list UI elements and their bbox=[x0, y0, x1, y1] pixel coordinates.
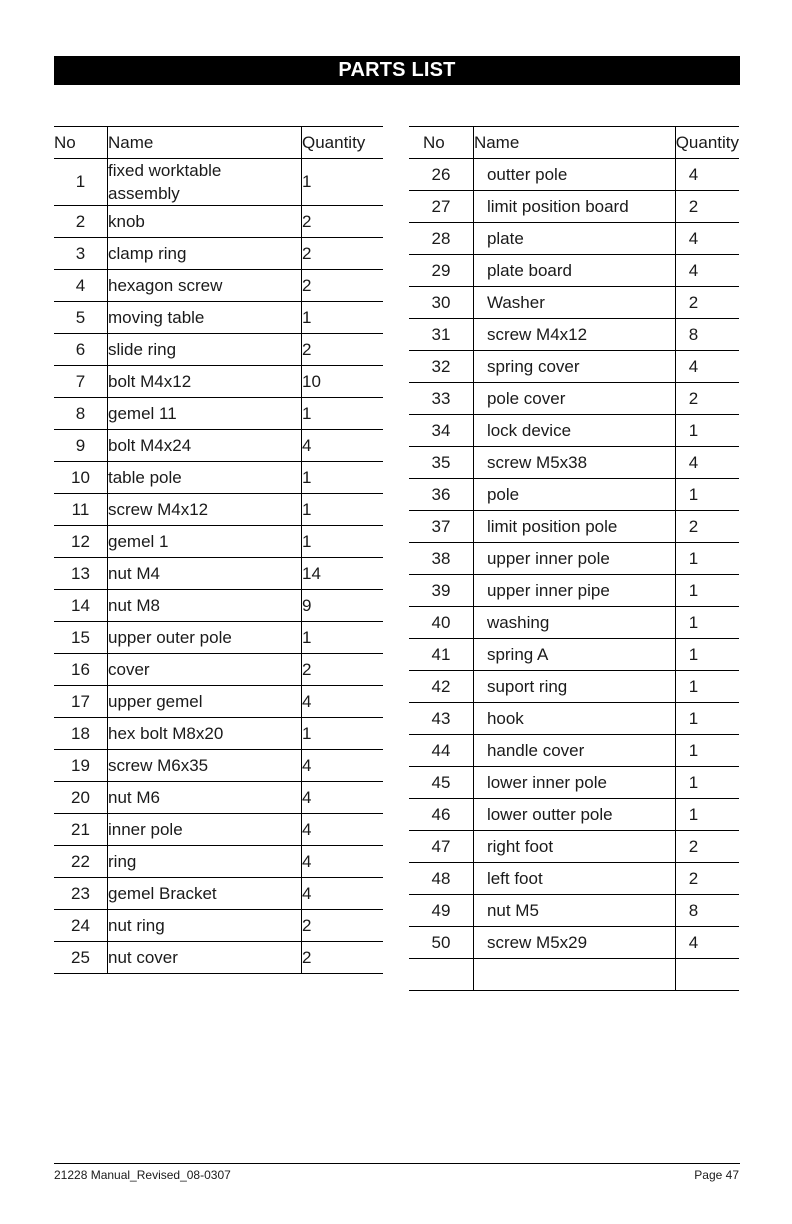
part-name-cell: spring cover bbox=[473, 351, 675, 383]
table-row bbox=[54, 590, 383, 622]
part-number-cell: 48 bbox=[409, 863, 473, 895]
column-header-quantity: Quantity bbox=[675, 127, 739, 159]
part-quantity-cell: 14 bbox=[302, 558, 384, 590]
part-name-cell: upper gemel bbox=[108, 686, 302, 718]
part-quantity-cell: 9 bbox=[302, 590, 384, 622]
part-quantity-cell: 4 bbox=[302, 750, 384, 782]
table-row bbox=[409, 959, 739, 991]
part-number-cell: 37 bbox=[409, 511, 473, 543]
part-quantity-cell: 1 bbox=[302, 398, 384, 430]
part-quantity-cell: 1 bbox=[675, 607, 739, 639]
part-number-cell: 25 bbox=[54, 942, 108, 974]
part-quantity-cell: 4 bbox=[302, 782, 384, 814]
part-quantity-cell: 4 bbox=[302, 846, 384, 878]
table-row bbox=[54, 270, 383, 302]
column-header-no: No bbox=[409, 127, 473, 159]
part-quantity-cell: 2 bbox=[675, 511, 739, 543]
part-quantity-cell: 4 bbox=[302, 814, 384, 846]
part-number-cell: 42 bbox=[409, 671, 473, 703]
table-row bbox=[54, 686, 383, 718]
column-header-quantity: Quantity bbox=[302, 127, 384, 159]
part-number-cell: 31 bbox=[409, 319, 473, 351]
part-number-cell: 14 bbox=[54, 590, 108, 622]
part-name-cell: right foot bbox=[473, 831, 675, 863]
table-row bbox=[54, 526, 383, 558]
part-name-cell: upper inner pole bbox=[473, 543, 675, 575]
table-row bbox=[54, 462, 383, 494]
part-quantity-cell: 2 bbox=[302, 238, 384, 270]
table-row bbox=[409, 927, 739, 959]
part-number-cell: 44 bbox=[409, 735, 473, 767]
part-number-cell: 45 bbox=[409, 767, 473, 799]
part-name-cell: plate board bbox=[473, 255, 675, 287]
table-row bbox=[54, 910, 383, 942]
part-number-cell: 41 bbox=[409, 639, 473, 671]
part-quantity-cell: 4 bbox=[302, 878, 384, 910]
part-number-cell: 24 bbox=[54, 910, 108, 942]
part-name-cell: clamp ring bbox=[108, 238, 302, 270]
table-row bbox=[54, 334, 383, 366]
column-header-name: Name bbox=[473, 127, 675, 159]
part-quantity-cell: 4 bbox=[675, 447, 739, 479]
table-row bbox=[54, 206, 383, 238]
part-quantity-cell: 2 bbox=[675, 191, 739, 223]
part-name-cell: nut M5 bbox=[473, 895, 675, 927]
part-quantity-cell: 2 bbox=[302, 206, 384, 238]
table-row bbox=[409, 191, 739, 223]
footer-document-id: 21228 Manual_Revised_08-0307 bbox=[54, 1168, 231, 1182]
part-number-cell: 4 bbox=[54, 270, 108, 302]
part-quantity-cell: 1 bbox=[675, 415, 739, 447]
part-name-cell: upper outer pole bbox=[108, 622, 302, 654]
part-name-cell: nut ring bbox=[108, 910, 302, 942]
part-name-cell: limit position pole bbox=[473, 511, 675, 543]
part-name-cell: lower outter pole bbox=[473, 799, 675, 831]
part-name-cell: ring bbox=[108, 846, 302, 878]
part-name-cell: lower inner pole bbox=[473, 767, 675, 799]
part-quantity-cell: 2 bbox=[302, 334, 384, 366]
part-number-cell: 11 bbox=[54, 494, 108, 526]
part-name-cell: fixed worktable assembly bbox=[108, 159, 302, 206]
table-row bbox=[409, 479, 739, 511]
table-row bbox=[409, 255, 739, 287]
part-number-cell: 49 bbox=[409, 895, 473, 927]
page-title: PARTS LIST bbox=[54, 56, 740, 85]
part-number-cell: 36 bbox=[409, 479, 473, 511]
table-row bbox=[409, 639, 739, 671]
part-name-cell: hexagon screw bbox=[108, 270, 302, 302]
part-number-cell: 7 bbox=[54, 366, 108, 398]
part-quantity-cell: 1 bbox=[302, 462, 384, 494]
part-quantity-cell: 4 bbox=[302, 686, 384, 718]
table-row bbox=[409, 351, 739, 383]
table-row bbox=[54, 366, 383, 398]
part-name-cell: hook bbox=[473, 703, 675, 735]
table-row bbox=[409, 543, 739, 575]
part-number-cell: 27 bbox=[409, 191, 473, 223]
parts-table-right bbox=[409, 126, 739, 991]
column-header-no: No bbox=[54, 127, 108, 159]
part-name-cell: knob bbox=[108, 206, 302, 238]
part-number-cell: 1 bbox=[54, 159, 108, 206]
part-name-cell: nut M8 bbox=[108, 590, 302, 622]
part-quantity-cell: 1 bbox=[675, 479, 739, 511]
table-row bbox=[54, 654, 383, 686]
part-number-cell: 47 bbox=[409, 831, 473, 863]
table-row bbox=[54, 430, 383, 462]
part-number-cell: 38 bbox=[409, 543, 473, 575]
part-quantity-cell: 1 bbox=[675, 799, 739, 831]
part-number-cell: 32 bbox=[409, 351, 473, 383]
table-row bbox=[409, 575, 739, 607]
part-name-cell: lock device bbox=[473, 415, 675, 447]
part-number-cell: 12 bbox=[54, 526, 108, 558]
table-row bbox=[409, 735, 739, 767]
part-quantity-cell: 2 bbox=[302, 270, 384, 302]
table-row bbox=[54, 782, 383, 814]
part-name-cell: nut M6 bbox=[108, 782, 302, 814]
table-row bbox=[409, 511, 739, 543]
table-row bbox=[54, 398, 383, 430]
part-name-cell: inner pole bbox=[108, 814, 302, 846]
part-quantity-cell: 1 bbox=[675, 735, 739, 767]
part-quantity-cell bbox=[675, 959, 739, 991]
part-quantity-cell: 2 bbox=[675, 287, 739, 319]
part-number-cell: 21 bbox=[54, 814, 108, 846]
table-row bbox=[54, 750, 383, 782]
part-number-cell: 20 bbox=[54, 782, 108, 814]
part-number-cell: 50 bbox=[409, 927, 473, 959]
part-quantity-cell: 4 bbox=[675, 159, 739, 191]
table-row bbox=[54, 494, 383, 526]
table-row bbox=[409, 767, 739, 799]
part-name-cell: slide ring bbox=[108, 334, 302, 366]
part-quantity-cell: 10 bbox=[302, 366, 384, 398]
part-number-cell: 23 bbox=[54, 878, 108, 910]
part-quantity-cell: 2 bbox=[675, 383, 739, 415]
part-name-cell: gemel 1 bbox=[108, 526, 302, 558]
part-number-cell: 18 bbox=[54, 718, 108, 750]
part-number-cell: 29 bbox=[409, 255, 473, 287]
part-number-cell: 33 bbox=[409, 383, 473, 415]
part-quantity-cell: 1 bbox=[675, 767, 739, 799]
part-name-cell: cover bbox=[108, 654, 302, 686]
part-number-cell: 10 bbox=[54, 462, 108, 494]
part-name-cell: plate bbox=[473, 223, 675, 255]
part-quantity-cell: 1 bbox=[302, 526, 384, 558]
part-name-cell: screw M4x12 bbox=[473, 319, 675, 351]
part-quantity-cell: 1 bbox=[675, 671, 739, 703]
part-name-cell: upper inner pipe bbox=[473, 575, 675, 607]
parts-table-left-body bbox=[54, 159, 383, 974]
part-quantity-cell: 4 bbox=[675, 223, 739, 255]
table-row bbox=[54, 159, 383, 206]
part-number-cell: 26 bbox=[409, 159, 473, 191]
part-number-cell: 16 bbox=[54, 654, 108, 686]
table-row bbox=[409, 799, 739, 831]
table-header-row bbox=[54, 127, 383, 159]
table-row bbox=[409, 863, 739, 895]
table-row bbox=[54, 846, 383, 878]
table-row bbox=[54, 814, 383, 846]
part-quantity-cell: 1 bbox=[302, 718, 384, 750]
footer-page-number: Page 47 bbox=[694, 1168, 739, 1182]
part-quantity-cell: 1 bbox=[675, 639, 739, 671]
part-quantity-cell: 2 bbox=[302, 910, 384, 942]
table-row bbox=[409, 703, 739, 735]
part-number-cell: 8 bbox=[54, 398, 108, 430]
part-number-cell: 28 bbox=[409, 223, 473, 255]
table-row bbox=[409, 447, 739, 479]
part-name-cell: Washer bbox=[473, 287, 675, 319]
part-name-cell: moving table bbox=[108, 302, 302, 334]
part-name-cell: handle cover bbox=[473, 735, 675, 767]
table-row bbox=[54, 942, 383, 974]
part-quantity-cell: 8 bbox=[675, 895, 739, 927]
part-name-cell: limit position board bbox=[473, 191, 675, 223]
part-number-cell: 9 bbox=[54, 430, 108, 462]
part-quantity-cell: 2 bbox=[675, 863, 739, 895]
part-number-cell: 19 bbox=[54, 750, 108, 782]
part-quantity-cell: 2 bbox=[302, 654, 384, 686]
table-row bbox=[409, 287, 739, 319]
part-name-cell: table pole bbox=[108, 462, 302, 494]
part-quantity-cell: 1 bbox=[675, 575, 739, 607]
part-number-cell: 22 bbox=[54, 846, 108, 878]
part-quantity-cell: 2 bbox=[302, 942, 384, 974]
table-row bbox=[409, 319, 739, 351]
part-quantity-cell: 4 bbox=[675, 255, 739, 287]
column-header-name: Name bbox=[108, 127, 302, 159]
part-name-cell: hex bolt M8x20 bbox=[108, 718, 302, 750]
table-row bbox=[54, 622, 383, 654]
part-name-cell: pole cover bbox=[473, 383, 675, 415]
part-name-cell: gemel Bracket bbox=[108, 878, 302, 910]
part-number-cell: 43 bbox=[409, 703, 473, 735]
part-name-cell: screw M5x38 bbox=[473, 447, 675, 479]
part-quantity-cell: 4 bbox=[675, 927, 739, 959]
table-row bbox=[409, 383, 739, 415]
part-number-cell: 2 bbox=[54, 206, 108, 238]
table-row bbox=[409, 607, 739, 639]
table-row bbox=[409, 895, 739, 927]
table-row bbox=[409, 415, 739, 447]
table-row bbox=[409, 159, 739, 191]
table-row bbox=[409, 671, 739, 703]
part-quantity-cell: 1 bbox=[302, 494, 384, 526]
part-quantity-cell: 1 bbox=[302, 159, 384, 206]
part-name-cell: bolt M4x12 bbox=[108, 366, 302, 398]
part-number-cell: 34 bbox=[409, 415, 473, 447]
parts-table-right-body bbox=[409, 159, 739, 991]
part-number-cell: 17 bbox=[54, 686, 108, 718]
part-number-cell: 13 bbox=[54, 558, 108, 590]
part-number-cell: 35 bbox=[409, 447, 473, 479]
part-quantity-cell: 4 bbox=[675, 351, 739, 383]
part-name-cell: gemel 11 bbox=[108, 398, 302, 430]
table-row bbox=[409, 223, 739, 255]
part-quantity-cell: 4 bbox=[302, 430, 384, 462]
part-number-cell: 46 bbox=[409, 799, 473, 831]
table-row bbox=[54, 878, 383, 910]
part-quantity-cell: 1 bbox=[302, 302, 384, 334]
part-number-cell: 30 bbox=[409, 287, 473, 319]
parts-table-left bbox=[54, 126, 383, 974]
part-quantity-cell: 2 bbox=[675, 831, 739, 863]
part-number-cell: 15 bbox=[54, 622, 108, 654]
part-name-cell: nut M4 bbox=[108, 558, 302, 590]
part-name-cell: suport ring bbox=[473, 671, 675, 703]
part-name-cell: screw M5x29 bbox=[473, 927, 675, 959]
table-row bbox=[54, 238, 383, 270]
part-quantity-cell: 8 bbox=[675, 319, 739, 351]
part-quantity-cell: 1 bbox=[675, 543, 739, 575]
table-row bbox=[54, 302, 383, 334]
table-row bbox=[54, 718, 383, 750]
part-name-cell: screw M6x35 bbox=[108, 750, 302, 782]
part-number-cell: 6 bbox=[54, 334, 108, 366]
part-name-cell: bolt M4x24 bbox=[108, 430, 302, 462]
table-header-row bbox=[409, 127, 739, 159]
part-name-cell bbox=[473, 959, 675, 991]
table-row bbox=[409, 831, 739, 863]
part-number-cell: 40 bbox=[409, 607, 473, 639]
footer-divider bbox=[54, 1163, 740, 1164]
part-number-cell: 5 bbox=[54, 302, 108, 334]
part-name-cell: washing bbox=[473, 607, 675, 639]
part-name-cell: pole bbox=[473, 479, 675, 511]
part-name-cell: nut cover bbox=[108, 942, 302, 974]
part-name-cell: left foot bbox=[473, 863, 675, 895]
part-number-cell: 3 bbox=[54, 238, 108, 270]
part-name-cell: screw M4x12 bbox=[108, 494, 302, 526]
part-number-cell: 39 bbox=[409, 575, 473, 607]
part-number-cell bbox=[409, 959, 473, 991]
part-quantity-cell: 1 bbox=[302, 622, 384, 654]
part-quantity-cell: 1 bbox=[675, 703, 739, 735]
part-name-cell: outter pole bbox=[473, 159, 675, 191]
part-name-cell: spring A bbox=[473, 639, 675, 671]
table-row bbox=[54, 558, 383, 590]
